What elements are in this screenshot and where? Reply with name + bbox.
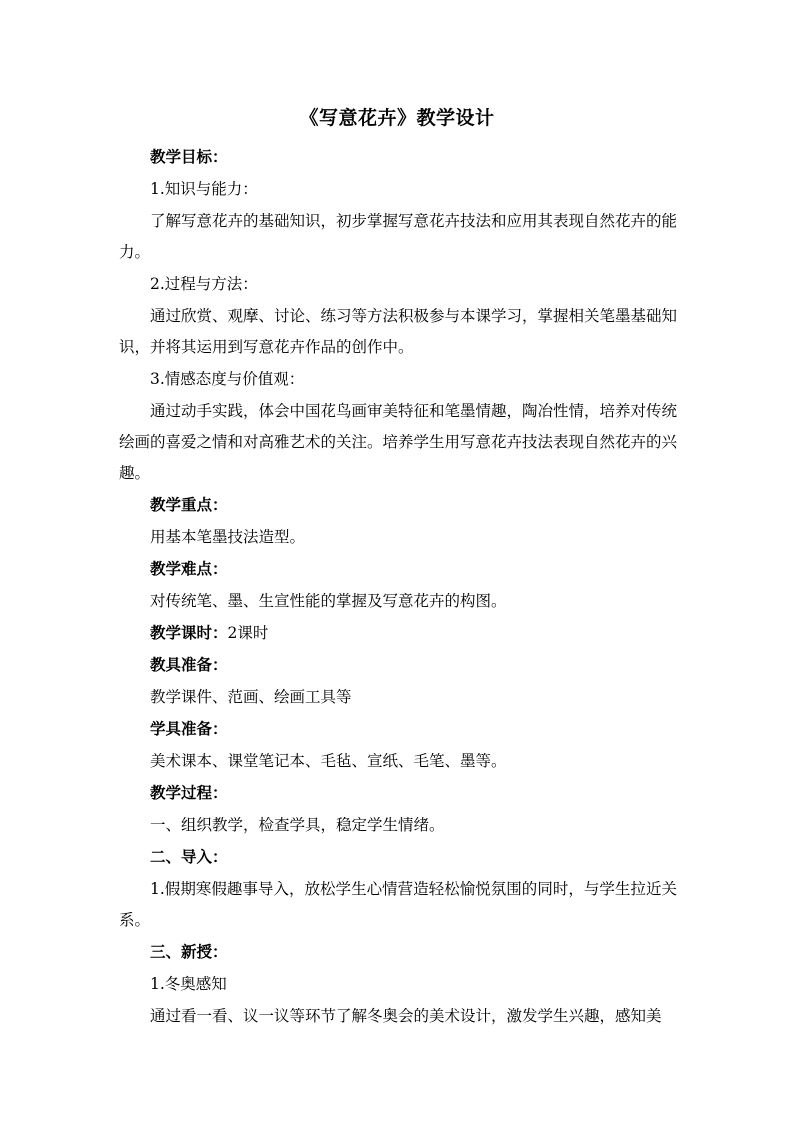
- paragraph: [119, 713, 677, 745]
- section-label: 教具准备：: [150, 655, 228, 674]
- paragraph-text: 3.情感态度与价值观：: [150, 370, 305, 388]
- paragraph: [119, 363, 677, 395]
- paragraph: [119, 205, 677, 268]
- paragraph-text: 了解写意花卉的基础知识，初步掌握写意花卉技法和应用其表现自然花卉的能力。: [119, 212, 678, 261]
- section-label: 学具准备：: [150, 719, 228, 738]
- section-label: 教学目标：: [150, 147, 228, 166]
- paragraph: [119, 173, 677, 205]
- paragraph: [119, 300, 677, 363]
- paragraph: [119, 553, 677, 585]
- paragraph: [119, 268, 677, 300]
- paragraph: [119, 617, 677, 649]
- paragraph: [119, 649, 677, 681]
- paragraph: [119, 745, 677, 777]
- paragraph-text: 一、组织教学，检查学具，稳定学生情绪。: [150, 816, 445, 834]
- paragraph-text: 1.知识与能力：: [150, 180, 258, 198]
- paragraph-text: 美术课本、课堂笔记本、毛毡、宣纸、毛笔、墨等。: [150, 752, 507, 770]
- paragraph-text: 用基本笔墨技法造型。: [150, 528, 306, 546]
- paragraph-text: 2.过程与方法：: [150, 275, 258, 293]
- section-label: 教学过程：: [150, 783, 228, 802]
- paragraph: [119, 681, 677, 713]
- paragraph-text: 通过看一看、议一议等环节了解冬奥会的美术设计，激发学生兴趣，感知美: [150, 1007, 662, 1025]
- document-body: [119, 141, 677, 1032]
- section-label: 教学重点：: [150, 495, 228, 514]
- paragraph-text: 1.冬奥感知: [150, 975, 227, 993]
- paragraph: [119, 873, 677, 936]
- paragraph: [119, 777, 677, 809]
- paragraph-text: 1.假期寒假趣事导入，放松学生心情营造轻松愉悦氛围的同时，与学生拉近关系。: [119, 880, 677, 929]
- paragraph-text: 通过欣赏、观摩、讨论、练习等方法积极参与本课学习，掌握相关笔墨基础知识，并将其运用到写意花卉作品的创作中。: [119, 307, 678, 356]
- paragraph-text: 2课时: [227, 624, 269, 642]
- paragraph: [119, 141, 677, 173]
- paragraph: [119, 489, 677, 521]
- paragraph: [119, 395, 677, 489]
- paragraph: [119, 585, 677, 617]
- paragraph: [119, 841, 677, 873]
- paragraph-text: 教学课件、范画、绘画工具等: [150, 688, 352, 706]
- paragraph: [119, 968, 677, 1000]
- section-label: 三、新授：: [150, 942, 228, 961]
- paragraph: [119, 521, 677, 553]
- paragraph: [119, 936, 677, 968]
- section-label: 教学课时：: [150, 623, 228, 642]
- paragraph-text: 对传统笔、墨、生宣性能的掌握及写意花卉的构图。: [150, 592, 507, 610]
- document-title: 《写意花卉》教学设计: [299, 107, 495, 129]
- section-label: 教学难点：: [150, 559, 228, 578]
- section-label: 二、导入：: [150, 847, 228, 866]
- paragraph: [119, 1000, 677, 1032]
- paragraph: [119, 809, 677, 841]
- paragraph-text: 通过动手实践，体会中国花鸟画审美特征和笔墨情趣，陶冶性情，培养对传统绘画的喜爱之情和对高雅艺术的关注。培养学生用写意花卉技法表现自然花卉的兴趣。: [119, 402, 678, 482]
